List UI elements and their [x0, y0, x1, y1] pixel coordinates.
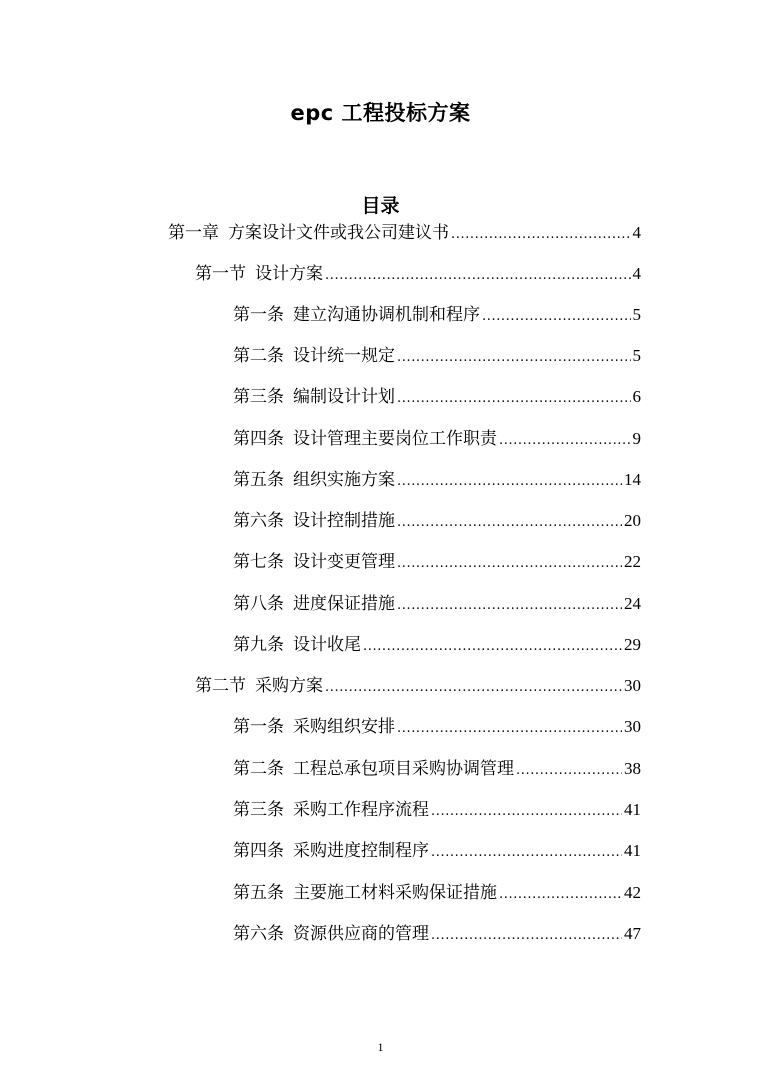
toc-entry-number: 第一条	[233, 305, 284, 325]
toc-entry-page: 30	[624, 717, 641, 736]
toc-entry-article[interactable]	[233, 593, 641, 615]
toc-dot-leader	[397, 595, 622, 617]
toc-entry-article[interactable]	[233, 428, 641, 450]
toc-entry-article[interactable]	[233, 345, 641, 367]
toc-entry-number: 第二条	[233, 346, 284, 366]
toc-dot-leader	[397, 471, 622, 493]
toc-entry-article[interactable]	[233, 469, 641, 491]
toc-entry-section-2[interactable]	[195, 675, 641, 697]
toc-entry-chapter-1[interactable]	[168, 222, 641, 244]
toc-entry-number: 第六条	[233, 511, 284, 531]
toc-entry-title: 采购进度控制程序	[293, 841, 429, 861]
toc-dot-leader	[516, 760, 622, 782]
toc-entry-number: 第一条	[233, 717, 284, 737]
toc-entry-article[interactable]	[233, 758, 641, 780]
toc-entry-article[interactable]	[233, 386, 641, 408]
toc-entry-title: 设计统一规定	[293, 346, 395, 366]
toc-entry-number: 第二条	[233, 759, 284, 779]
toc-entry-article[interactable]	[233, 634, 641, 656]
toc-entry-article[interactable]	[233, 923, 641, 945]
toc-dot-leader	[397, 347, 631, 369]
toc-entry-title: 工程总承包项目采购协调管理	[293, 759, 514, 779]
toc-entry-page: 4	[632, 264, 641, 283]
toc-entry-article[interactable]	[233, 510, 641, 532]
toc-entry-article[interactable]	[233, 882, 641, 904]
toc-entry-page: 5	[632, 305, 641, 324]
toc-entry-page: 5	[632, 346, 641, 365]
toc-entry-article[interactable]	[233, 304, 641, 326]
toc-entry-title: 组织实施方案	[293, 470, 395, 490]
toc-dot-leader	[499, 884, 622, 906]
toc-dot-leader	[431, 842, 622, 864]
toc-entry-article[interactable]	[233, 716, 641, 738]
toc-dot-leader	[397, 512, 622, 534]
toc-entry-title: 设计控制措施	[293, 511, 395, 531]
toc-entry-number: 第五条	[233, 470, 284, 490]
page-number: 1	[377, 1040, 384, 1054]
toc-dot-leader	[397, 553, 622, 575]
toc-entry-page: 14	[624, 470, 641, 489]
toc-entry-title: 进度保证措施	[293, 594, 395, 614]
toc-entry-title: 建立沟通协调机制和程序	[293, 305, 480, 325]
toc-entry-number: 第九条	[233, 635, 284, 655]
toc-entry-title: 设计管理主要岗位工作职责	[293, 429, 497, 449]
toc-entry-number: 第六条	[233, 924, 284, 944]
toc-dot-leader	[397, 718, 622, 740]
toc-entry-number: 第二节	[195, 676, 246, 696]
toc-dot-leader	[363, 636, 622, 658]
toc-entry-number: 第五条	[233, 883, 284, 903]
toc-dot-leader	[325, 677, 622, 699]
toc-entry-number: 第三条	[233, 800, 284, 820]
toc-entry-number: 第四条	[233, 429, 284, 449]
toc-entry-page: 41	[624, 841, 641, 860]
toc-entry-page: 24	[624, 594, 641, 613]
toc-entry-article[interactable]	[233, 551, 641, 573]
toc-entry-number: 第八条	[233, 594, 284, 614]
toc-dot-leader	[397, 388, 631, 410]
toc-entry-title: 设计收尾	[293, 635, 361, 655]
toc-entry-page: 4	[632, 223, 641, 242]
toc-entry-page: 47	[624, 924, 641, 943]
toc-entry-title: 设计方案	[255, 264, 323, 284]
toc-entry-page: 9	[632, 429, 641, 448]
toc-entry-title: 方案设计文件或我公司建议书	[228, 223, 449, 243]
toc-dot-leader	[431, 925, 622, 947]
toc-entry-article[interactable]	[233, 799, 641, 821]
toc-entry-page: 29	[624, 635, 641, 654]
toc-entry-page: 38	[624, 759, 641, 778]
toc-dot-leader	[325, 265, 631, 287]
toc-entry-title: 采购方案	[255, 676, 323, 696]
toc-entry-page: 41	[624, 800, 641, 819]
toc-entry-number: 第一章	[168, 223, 219, 243]
toc-entry-number: 第一节	[195, 264, 246, 284]
toc-dot-leader	[482, 306, 631, 328]
toc-entry-number: 第三条	[233, 387, 284, 407]
toc-entry-page: 6	[632, 387, 641, 406]
toc-entry-title: 资源供应商的管理	[293, 924, 429, 944]
toc-entry-title: 设计变更管理	[293, 552, 395, 572]
toc-dot-leader	[451, 224, 631, 246]
toc-heading: 目录	[361, 195, 400, 217]
toc-entry-article[interactable]	[233, 840, 641, 862]
toc-dot-leader	[431, 801, 622, 823]
toc-entry-number: 第七条	[233, 552, 284, 572]
document-title: epc 工程投标方案	[290, 101, 471, 125]
toc-entry-title: 编制设计计划	[293, 387, 395, 407]
toc-entry-page: 30	[624, 676, 641, 695]
toc-entry-title: 采购组织安排	[293, 717, 395, 737]
toc-entry-section-1[interactable]	[195, 263, 641, 285]
toc-entry-title: 主要施工材料采购保证措施	[293, 883, 497, 903]
toc-entry-page: 42	[624, 883, 641, 902]
toc-entry-number: 第四条	[233, 841, 284, 861]
toc-dot-leader	[499, 430, 631, 452]
toc-entry-title: 采购工作程序流程	[293, 800, 429, 820]
toc-entry-page: 20	[624, 511, 641, 530]
toc-entry-page: 22	[624, 552, 641, 571]
